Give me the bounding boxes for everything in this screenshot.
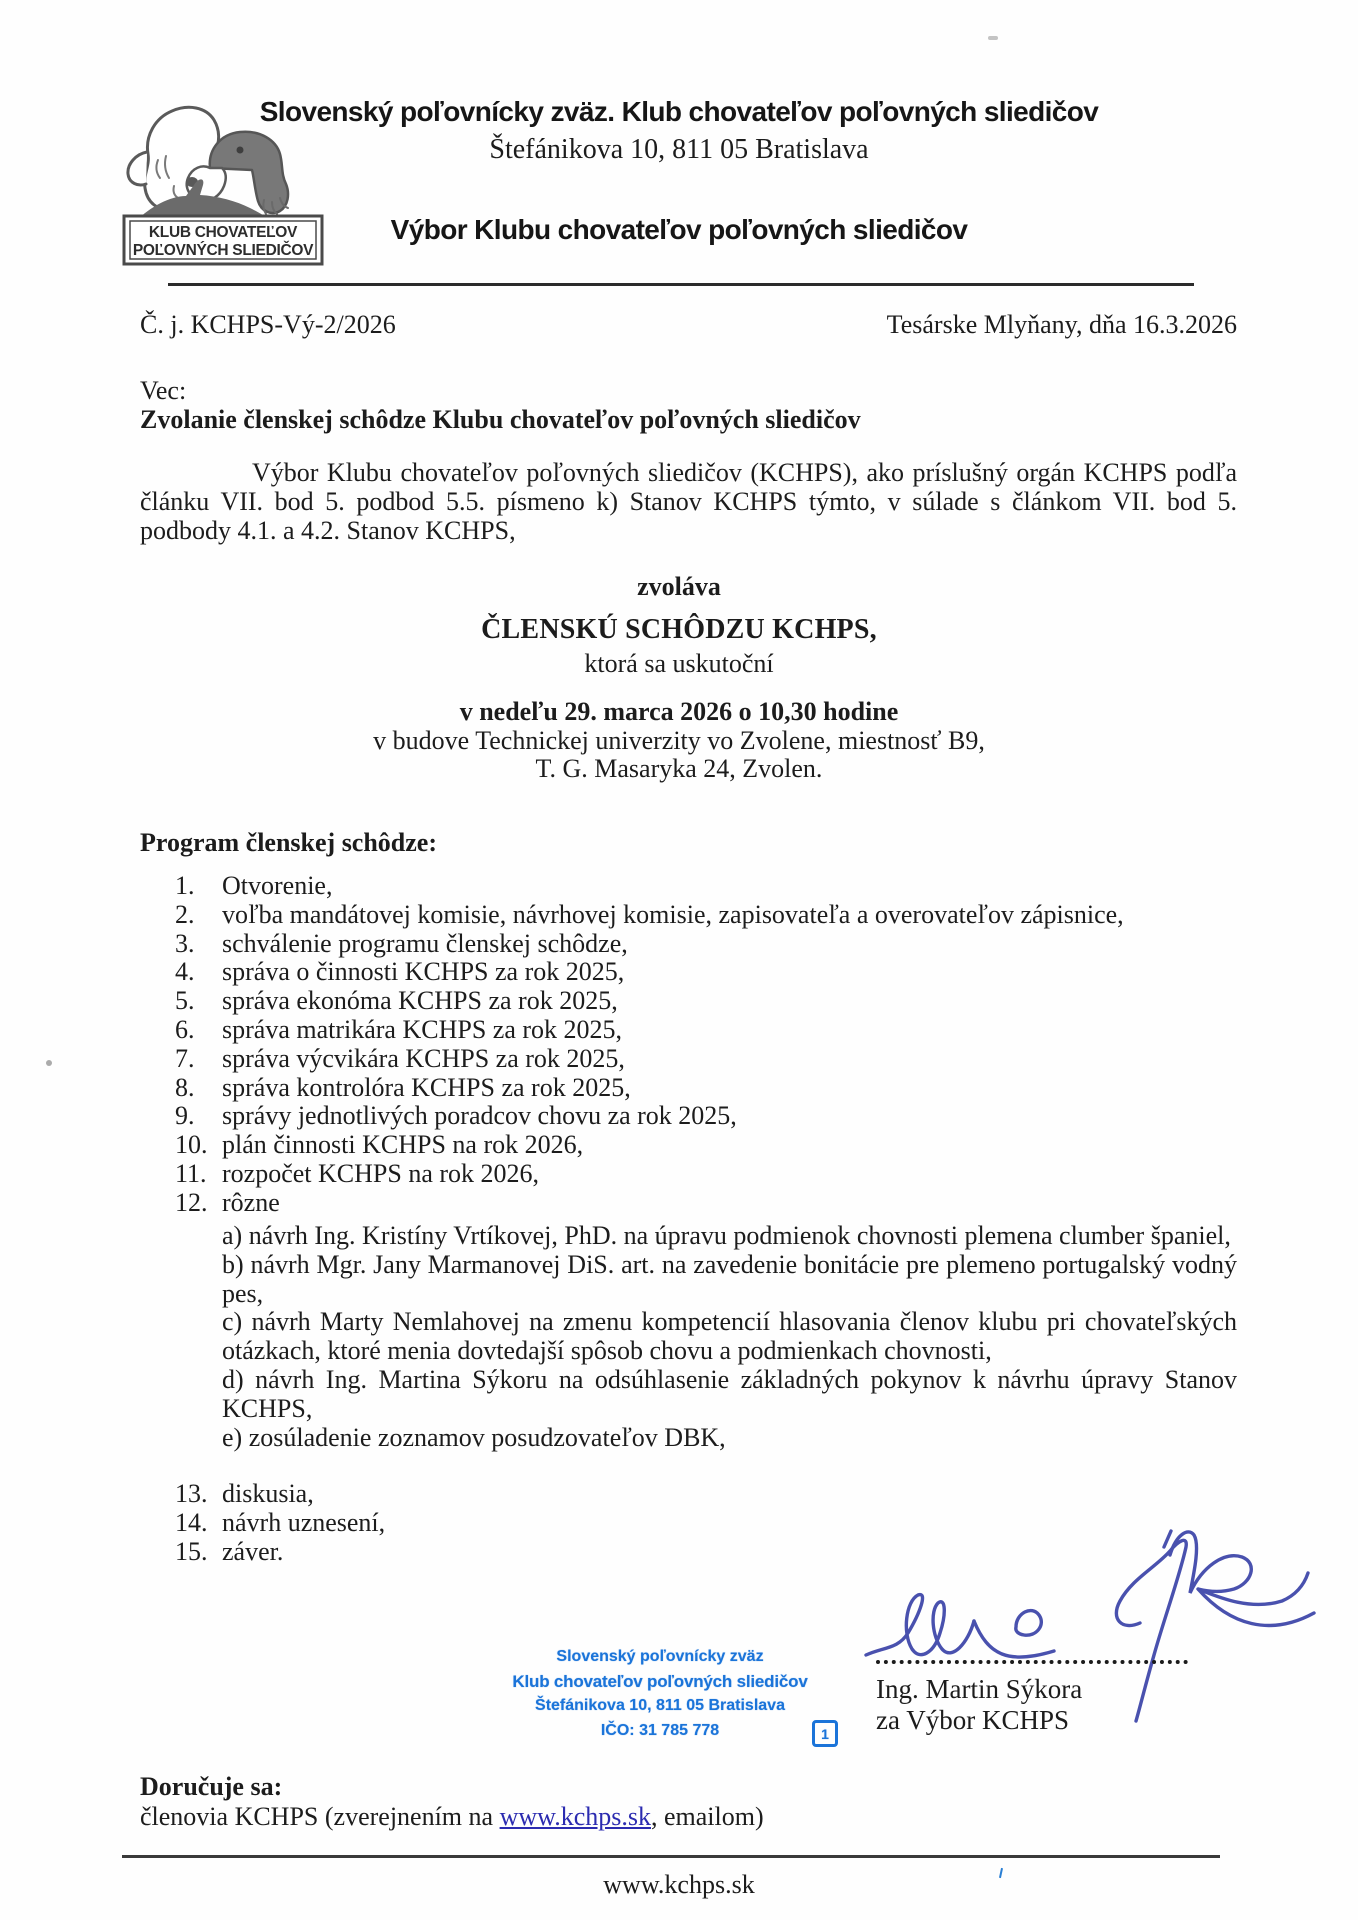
agenda-item <box>175 1480 1237 1509</box>
footer-website: www.kchps.sk <box>603 1870 755 1899</box>
delivery-prefix: členovia KCHPS (zverejnením na <box>140 1802 500 1831</box>
agenda-list-main <box>175 872 1237 1218</box>
place-date: Tesárske Mlyňany, dňa 16.3.2026 <box>886 310 1237 339</box>
agenda-item-text: správa ekonóma KCHPS za rok 2025, <box>222 986 618 1016</box>
agenda-subitem: e) zosúladenie zoznamov posudzovateľov DBK, <box>222 1422 726 1452</box>
agenda-item-number: 7. <box>175 1043 195 1073</box>
agenda-item-text: voľba mandátovej komisie, návrhovej komisie, zapisovateľa a overovateľov zápisnice, <box>222 899 1124 929</box>
scan-speck <box>988 36 998 40</box>
agenda-item-text: správy jednotlivých poradcov chovu za rok 2025, <box>222 1101 737 1131</box>
meeting-datetime: v nedeľu 29. marca 2026 o 10,30 hodine <box>459 697 899 726</box>
meeting-subtitle: ktorá sa uskutoční <box>584 649 774 678</box>
stamp-line2: Klub chovateľov poľovných sliedičov <box>512 1671 808 1691</box>
agenda-item-text: schválenie programu členskej schôdze, <box>222 928 628 958</box>
agenda-item-number: 4. <box>175 957 195 987</box>
agenda-item-text: návrh uznesení, <box>222 1507 386 1537</box>
header-divider <box>168 283 1194 286</box>
agenda-item-text: diskusia, <box>222 1479 314 1508</box>
agenda-item-text: správa výcvikára KCHPS za rok 2025, <box>222 1043 625 1073</box>
footer-divider <box>122 1855 1220 1858</box>
agenda-item <box>175 1074 1237 1103</box>
stamp-line1: Slovenský poľovnícky zväz <box>556 1648 764 1665</box>
delivery-heading: Doručuje sa: <box>140 1772 283 1801</box>
stamp-line3: Štefánikova 10, 811 05 Bratislava <box>535 1697 785 1715</box>
meeting-title: ČLENSKÚ SCHÔDZU KCHPS, <box>481 614 877 645</box>
agenda-item-number: 13. <box>175 1479 208 1508</box>
agenda-item <box>175 1131 1237 1160</box>
agenda-item <box>175 1160 1237 1189</box>
agenda-item-text: záver. <box>222 1536 284 1566</box>
agenda-subitem: c) návrh Marty Nemlahovej na zmenu kompetencií hlasovania členov klubu pri chovateľských otázkach, ktoré menia dovtedajší spôsob chovu a podmienkach chovnosti, <box>222 1307 1237 1366</box>
agenda-item-number: 6. <box>175 1014 195 1044</box>
agenda-item <box>175 987 1237 1016</box>
scan-speck <box>46 1060 52 1066</box>
signature-dotted-line <box>876 1644 1188 1664</box>
agenda-item-number: 15. <box>175 1536 208 1566</box>
signer-role: za Výbor KCHPS <box>876 1705 1070 1735</box>
stamp-line4: IČO: 31 785 778 <box>600 1721 720 1739</box>
agenda-item-text: správa matrikára KCHPS za rok 2025, <box>222 1014 623 1044</box>
agenda-item-number: 10. <box>175 1130 208 1160</box>
agenda-item <box>175 930 1237 959</box>
signer-name: Ing. Martin Sýkora <box>876 1674 1083 1704</box>
agenda-subitem: a) návrh Ing. Kristíny Vrtíkovej, PhD. na úpravu podmienok chovnosti plemena clumber španiel, <box>222 1221 1231 1250</box>
logo-banner-line1: KLUB CHOVATEĽOV <box>148 224 298 241</box>
agenda-item <box>175 901 1237 930</box>
kchps-link[interactable]: www.kchps.sk <box>499 1802 651 1831</box>
agenda-subitem: b) návrh Mgr. Jany Marmanovej DiS. art. na zavedenie bonitácie pre plemeno portugalský vodný pes, <box>222 1249 1237 1308</box>
agenda-item-number: 11. <box>175 1158 207 1188</box>
club-stamp <box>510 1645 810 1743</box>
agenda-item <box>175 958 1237 987</box>
agenda-item-number: 14. <box>175 1507 208 1537</box>
delivery-suffix: , emailom) <box>651 1802 764 1831</box>
subject-label: Vec: <box>140 376 187 405</box>
agenda-item-text: rozpočet KCHPS na rok 2026, <box>222 1158 540 1188</box>
agenda-item-number: 3. <box>175 928 195 958</box>
org-address: Štefánikova 10, 811 05 Bratislava <box>489 134 869 165</box>
agenda-item <box>175 872 1237 901</box>
convocation-verb: zvoláva <box>637 572 721 601</box>
agenda-item-text: správa kontrolóra KCHPS za rok 2025, <box>222 1072 631 1102</box>
reference-number: Č. j. KCHPS-Vý-2/2026 <box>140 310 396 339</box>
agenda-item-text: plán činnosti KCHPS na rok 2026, <box>222 1130 584 1160</box>
agenda-item <box>175 1016 1237 1045</box>
agenda-item-number: 2. <box>175 899 195 929</box>
agenda-subitem: d) návrh Ing. Martina Sýkoru na odsúhlasenie základných pokynov k návrhu úpravy Stanov KCHPS, <box>222 1364 1237 1423</box>
agenda-item-number: 1. <box>175 871 195 900</box>
meeting-venue-line1: v budove Technickej univerzity vo Zvolene, miestnosť B9, <box>373 726 985 755</box>
agenda-item-text: správa o činnosti KCHPS za rok 2025, <box>222 957 625 987</box>
agenda-heading: Program členskej schôdze: <box>140 828 438 857</box>
agenda-item <box>175 1045 1237 1074</box>
agenda-item-number: 5. <box>175 986 195 1016</box>
agenda-subitems <box>222 1222 1237 1452</box>
agenda-item <box>175 1189 1237 1218</box>
reference-row <box>140 310 1237 340</box>
delivery-line <box>140 1802 764 1832</box>
stamp-page-badge: 1 <box>812 1720 838 1747</box>
logo-banner-line2: POĽOVNÝCH SLIEDIČOV <box>132 242 314 259</box>
agenda-item-number: 9. <box>175 1101 195 1131</box>
agenda-item-text: rôzne <box>222 1187 280 1217</box>
subject-title: Zvolanie členskej schôdze Klubu chovateľov poľovných sliedičov <box>140 405 861 434</box>
org-name: Slovenský poľovnícky zväz. Klub chovateľov poľovných sliedičov <box>259 96 1099 127</box>
agenda-item <box>175 1102 1237 1131</box>
agenda-item-number: 8. <box>175 1072 195 1102</box>
committee-name: Výbor Klubu chovateľov poľovných sliedičov <box>390 214 968 245</box>
agenda-item-number: 12. <box>175 1187 208 1217</box>
meeting-venue-line2: T. G. Masaryka 24, Zvolen. <box>535 754 823 783</box>
intro-paragraph: Výbor Klubu chovateľov poľovných sliedičov (KCHPS), ako príslušný orgán KCHPS podľa článku VII. bod 5. podbod 5.5. písmeno k) Stanov KCHPS týmto, v súlade s článkom VII. bod 5. podbody 4.1. a 4.2. Stanov KCHPS, <box>140 458 1237 545</box>
agenda-item-text: Otvorenie, <box>222 871 333 900</box>
